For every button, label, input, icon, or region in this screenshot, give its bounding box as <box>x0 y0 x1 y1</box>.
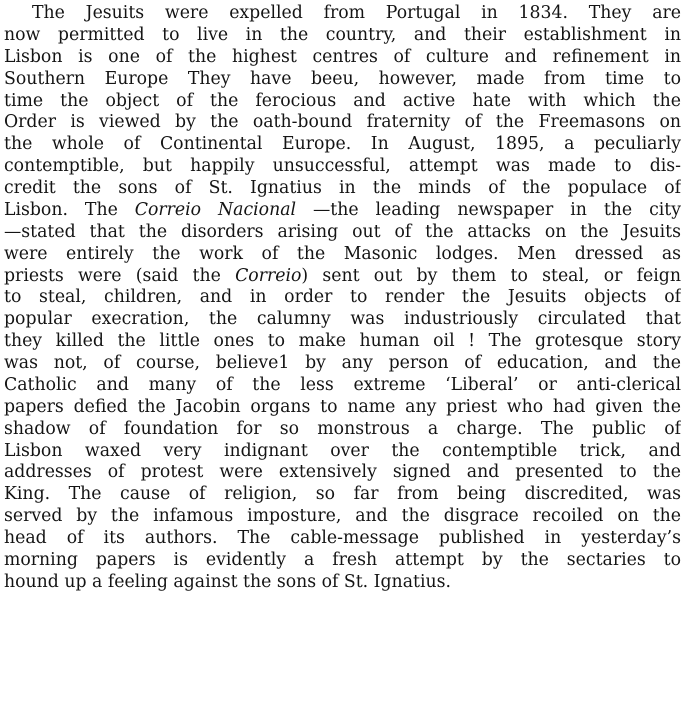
article-body <box>4 3 681 594</box>
article-line: time the object of the ferocious and active hate with which the <box>4 90 681 111</box>
newspaper-title: Correio <box>235 265 302 286</box>
article-line: was not, of course, believe1 by any person of education, and the <box>4 353 681 373</box>
line-text: —the leading newspaper in the city <box>296 199 681 220</box>
article-line: served by the infamous imposture, and the disgrace recoiled on the <box>4 506 681 527</box>
article-line: addresses of protest were extensively signed and presented to the <box>4 462 681 483</box>
article-line: head of its authors. The cable-message published in yesterday’s <box>4 528 681 548</box>
article-line: Order is viewed by the oath-bound fraternity of the Freemasons on <box>4 112 681 133</box>
article-line: Lisbon waxed very indignant over the contemptible trick, and <box>4 440 681 461</box>
article-line: the whole of Continental Europe. In August, 1895, a peculiarly <box>4 134 681 155</box>
article-line: —stated that the disorders arising out of the attacks on the Jesuits <box>4 221 681 242</box>
article-line <box>4 266 681 288</box>
article-line: contemptible, but happily unsuccessful, attempt was made to dis- <box>4 156 681 177</box>
line-text: priests were (said the <box>4 265 236 286</box>
article-line <box>4 200 681 222</box>
article-line: to steal, children, and in order to render the Jesuits objects of <box>4 287 681 308</box>
article-line: now permitted to live in the country, and their establishment in <box>4 24 681 45</box>
article-line: hound up a feeling against the sons of St. Ignatius. <box>4 571 451 592</box>
line-text: Lisbon. The <box>4 199 135 220</box>
article-line: they killed the little ones to make human oil ! The grotesque story <box>4 331 681 352</box>
article-line: papers defied the Jacobin organs to name any priest who had given the <box>4 396 681 417</box>
article-line: The Jesuits were expelled from Portugal in 1834. They are <box>32 3 681 23</box>
article-line: Lisbon is one of the highest centres of culture and refinement in <box>4 46 681 67</box>
article-line: morning papers is evidently a fresh attempt by the sectaries to <box>4 549 681 570</box>
line-text: ) sent out by them to steal, or feign <box>301 265 681 286</box>
article-line: Catholic and many of the less extreme ‘Liberal’ or anti-clerical <box>4 374 681 395</box>
article-line: Southern Europe They have beeu, however, made from time to <box>4 68 681 89</box>
newspaper-title: Correio Nacional <box>134 199 297 220</box>
article-line: were entirely the work of the Masonic lodges. Men dressed as <box>4 243 681 264</box>
article-line: credit the sons of St. Ignatius in the minds of the populace of <box>4 178 681 198</box>
article-line: shadow of foundation for so monstrous a charge. The public of <box>4 418 681 439</box>
article-line: popular execration, the calumny was industriously circulated that <box>4 309 681 330</box>
article-line: King. The cause of religion, so far from being discredited, was <box>4 484 681 505</box>
